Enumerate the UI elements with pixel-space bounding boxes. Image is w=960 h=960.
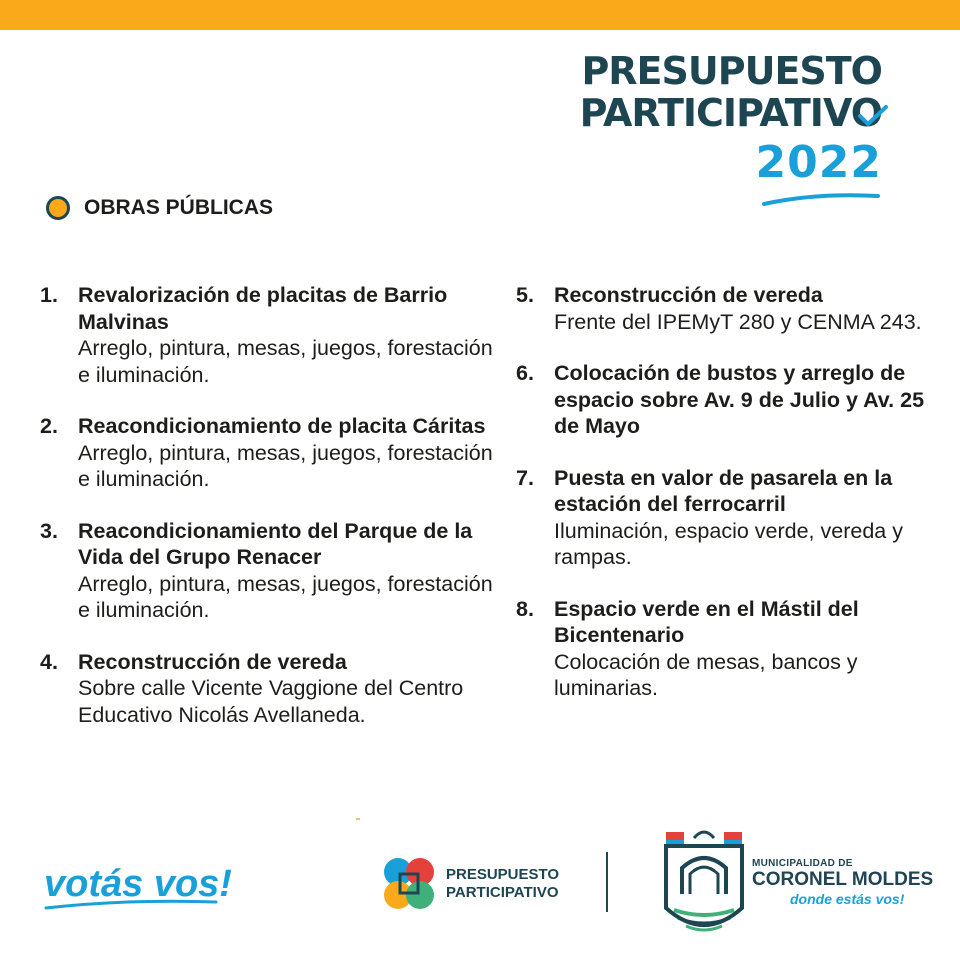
bullet-dot-icon [46,196,70,220]
item-description: Sobre calle Vicente Vaggione del Centro Educativo Nicolás Avellaneda. [78,676,464,727]
item-title: Espacio verde en el Mástil del Bicentenario [554,596,859,647]
item-description: Colocación de mesas, bancos y luminarias. [554,649,858,700]
item-number: 4. [40,649,58,674]
list-item [40,282,500,388]
item-description: Arreglo, pintura, mesas, juegos, forestación e iluminación. [78,336,493,387]
year-underline-swoosh [760,190,882,208]
section-label: OBRAS PÚBLICAS [84,196,274,219]
item-description: Iluminación, espacio verde, vereda y rampas. [554,518,903,569]
muni-name: CORONEL MOLDES [752,869,934,890]
item-description: Frente del IPEMyT 280 y CENMA 243. [554,309,922,334]
item-number: 6. [516,361,534,385]
presupuesto-participativo-logo [380,855,559,913]
footer-divider [606,852,608,912]
items-right-column [516,282,936,727]
title-line1: PRESUPUESTO [581,49,882,93]
item-number: 8. [516,596,534,621]
pp-circles-logo-icon [380,855,438,913]
title-line2: PARTICIPATIVO [579,91,882,135]
items-left-column [40,282,500,753]
decorative-dot [356,818,360,820]
municipality-logo [752,858,933,907]
item-number: 1. [40,283,58,307]
item-title: Revalorización de placitas de Barrio Malvinas [78,283,448,334]
list-item [40,649,500,729]
coronel-moldes-crest-icon [660,824,748,944]
item-title: Reconstrucción de vereda [78,649,347,674]
item-title: Reacondicionamiento del Parque de la Vida del Grupo Renacer [78,518,473,569]
muni-slogan: donde estás vos! [790,891,905,907]
top-accent-bar [0,0,960,30]
item-description: Arreglo, pintura, mesas, juegos, forestación e iluminación. [78,440,493,491]
muni-small-label: MUNICIPALIDAD DE [752,858,853,869]
title-year: 2022 [755,137,882,188]
votas-vos-logo [40,852,250,916]
list-item [40,413,500,493]
item-number: 7. [516,465,534,490]
section-heading [46,196,273,220]
list-item [516,596,936,702]
list-item [516,282,936,335]
item-description: Arreglo, pintura, mesas, juegos, forestación e iluminación. [78,571,493,622]
votas-vos-text: votás vos! [44,863,232,905]
page-title [580,50,882,188]
item-title: Reconstrucción de vereda [554,283,823,307]
item-title: Reacondicionamiento de placita Cáritas [78,414,486,438]
list-item [40,518,500,624]
item-title: Colocación de bustos y arreglo de espacio sobre Av. 9 de Julio y Av. 25 de Mayo [554,361,925,438]
pp-logo-line2: PARTICIPATIVO [446,884,559,901]
list-item [516,465,936,571]
list-item [516,360,936,440]
item-number: 2. [40,414,58,438]
item-number: 5. [516,283,534,307]
item-number: 3. [40,518,58,543]
item-title: Puesta en valor de pasarela en la estación del ferrocarril [554,465,893,516]
check-icon [856,104,890,132]
pp-logo-line1: PRESUPUESTO [446,866,560,883]
